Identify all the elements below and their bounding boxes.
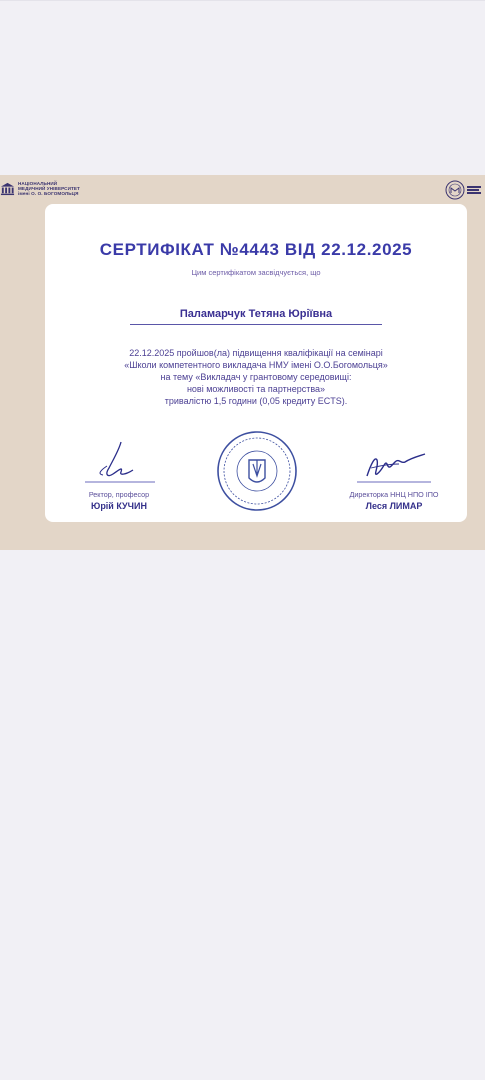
body-line: «Школи компетентного викладача НМУ імені О.О.Богомольця» bbox=[124, 360, 388, 370]
certificate-title: СЕРТИФІКАТ №4443 ВІД 22.12.2025 bbox=[99, 240, 413, 259]
director-title: Директорка ННЦ НПО ІПО bbox=[349, 490, 439, 499]
university-name-line: НАЦІОНАЛЬНИЙ bbox=[18, 181, 58, 186]
body-line: 22.12.2025 пройшов(ла) підвищення кваліфікації на семінарі bbox=[129, 348, 383, 358]
university-name-line: МЕДИЧНИЙ УНІВЕРСИТЕТ bbox=[18, 186, 80, 192]
certificate-frame bbox=[0, 175, 485, 550]
rector-signature bbox=[83, 440, 157, 486]
director-signature bbox=[355, 446, 433, 486]
certificate-card bbox=[45, 204, 467, 522]
rector-title: Ректор, професор bbox=[88, 490, 150, 499]
center-name-cutoff bbox=[467, 185, 485, 195]
certificate-subtitle: Цим сертифікатом засвідчується, що bbox=[191, 268, 321, 277]
recipient-name: Паламарчук Тетяна Юріївна bbox=[179, 308, 333, 320]
university-building-icon bbox=[0, 181, 15, 196]
body-line: на тему «Викладач у грантовому середовищі: bbox=[160, 372, 352, 382]
director-name: Леся ЛИМАР bbox=[365, 501, 423, 511]
center-logo bbox=[445, 180, 485, 200]
round-logo-icon bbox=[445, 180, 465, 200]
top-divider bbox=[0, 0, 485, 1]
university-name bbox=[18, 181, 80, 197]
recipient-underline bbox=[130, 324, 382, 325]
body-line: тривалістю 1,5 години (0,05 кредиту ECTS). bbox=[164, 396, 348, 406]
rector-name: Юрій КУЧИН bbox=[91, 501, 147, 511]
certificate-body bbox=[65, 347, 447, 407]
university-logo bbox=[0, 181, 80, 197]
body-line: нові можливості та партнерства» bbox=[186, 384, 326, 394]
official-stamp bbox=[215, 430, 299, 512]
university-name-line: імені О. О. БОГОМОЛЬЦЯ bbox=[18, 191, 79, 197]
